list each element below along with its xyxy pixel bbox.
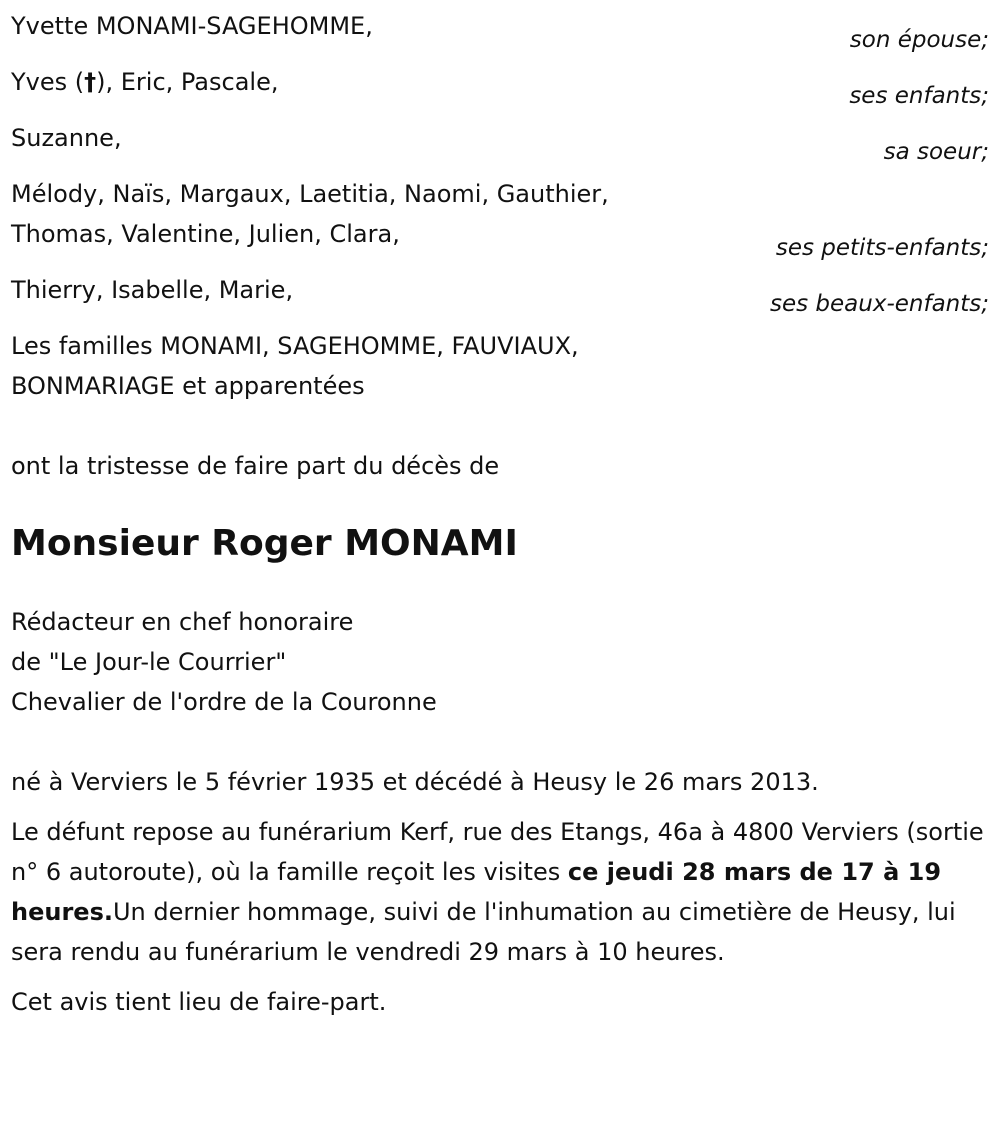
spacer: [11, 486, 989, 522]
spacer: [11, 260, 989, 270]
family-names: Thomas, Valentine, Julien, Clara,: [11, 220, 400, 248]
families-group: [11, 326, 989, 406]
deceased-titles: [11, 602, 989, 722]
family-role: son épouse;: [849, 27, 989, 53]
family-names: Mélody, Naïs, Margaux, Laetitia, Naomi, Gauthier,: [11, 180, 609, 208]
deceased-title: Chevalier de l'ordre de la Couronne: [11, 688, 437, 716]
funeral-details-text: Un dernier hommage, suivi de l'inhumation au cimetière de Heusy, lui sera rendu au funérarium le vendredi 29 mars à 10 heures.: [11, 898, 956, 966]
family-names: Yvette MONAMI-SAGEHOMME,: [11, 12, 373, 40]
family-names: Suzanne,: [11, 124, 122, 152]
families-line: BONMARIAGE et apparentées: [11, 372, 365, 400]
obituary-notice: [11, 6, 989, 1022]
birth-death-text: né à Verviers le 5 février 1935 et décédé à Heusy le 26 mars 2013.: [11, 768, 819, 796]
spacer: [11, 164, 989, 174]
spacer: [11, 802, 989, 812]
family-group-spouse: [11, 6, 989, 52]
deceased-cross-icon: †: [84, 68, 97, 96]
spacer: [11, 316, 989, 326]
family-role: ses enfants;: [849, 83, 989, 109]
deceased-title: de "Le Jour-le Courrier": [11, 648, 287, 676]
family-role: ses petits-enfants;: [775, 235, 989, 261]
spacer: [11, 52, 989, 62]
deceased-name: Monsieur Roger MONAMI: [11, 523, 518, 564]
spacer: [11, 566, 989, 602]
closing-text: Cet avis tient lieu de faire-part.: [11, 988, 387, 1016]
deceased-title: Rédacteur en chef honoraire: [11, 608, 354, 636]
family-role: sa soeur;: [883, 139, 989, 165]
spacer: [11, 722, 989, 762]
family-role: ses beaux-enfants;: [769, 291, 989, 317]
family-names: Thierry, Isabelle, Marie,: [11, 276, 294, 304]
family-group-grandchildren: [11, 174, 989, 260]
announcement-text: ont la tristesse de faire part du décès de: [11, 452, 500, 480]
spacer: [11, 406, 989, 446]
spacer: [11, 972, 989, 982]
funeral-details-text: Le défunt repose au funérarium Kerf, rue des Etangs, 46a à 4800 Verviers (sortie n° 6 autoroute), où la famille reçoit les visites: [11, 818, 984, 886]
funeral-details: [11, 812, 989, 972]
spacer: [11, 108, 989, 118]
family-group-stepchildren: [11, 270, 989, 316]
family-names-part: Yves (: [11, 68, 85, 96]
family-group-children: [11, 62, 989, 108]
family-names-part: ), Eric, Pascale,: [96, 68, 279, 96]
visit-time-highlight: ce jeudi 28 mars de 17 à 19 heures.: [11, 858, 942, 926]
family-group-sister: [11, 118, 989, 164]
families-line: Les familles MONAMI, SAGEHOMME, FAUVIAUX,: [11, 332, 579, 360]
